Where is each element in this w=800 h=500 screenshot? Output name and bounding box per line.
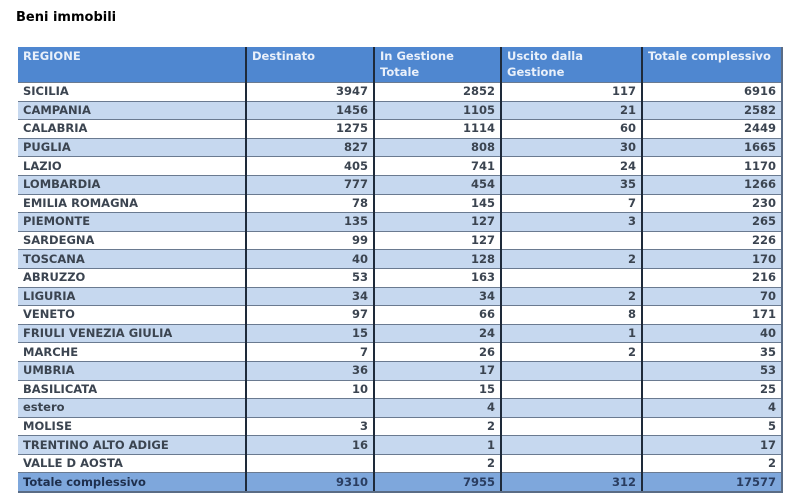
table-row (18, 83, 782, 102)
cell-regione: PIEMONTE (18, 213, 246, 232)
cell-totale: 1170 (642, 157, 782, 176)
cell-regione: CAMPANIA (18, 101, 246, 120)
cell-uscito (501, 231, 642, 250)
cell-totale: 53 (642, 361, 782, 380)
cell-destinato: 3947 (246, 83, 374, 102)
cell-totale: 2449 (642, 120, 782, 139)
cell-in-gestione: 4 (374, 399, 501, 418)
table-header-row (18, 47, 782, 83)
cell-uscito: 1 (501, 324, 642, 343)
cell-regione: LOMBARDIA (18, 175, 246, 194)
cell-uscito: 2 (501, 343, 642, 362)
cell-uscito: 21 (501, 101, 642, 120)
table-row (18, 101, 782, 120)
cell-totale: 2582 (642, 101, 782, 120)
cell-in-gestione: 808 (374, 138, 501, 157)
cell-uscito: 3 (501, 213, 642, 232)
cell-uscito (501, 380, 642, 399)
cell-destinato: 36 (246, 361, 374, 380)
cell-in-gestione: 26 (374, 343, 501, 362)
cell-in-gestione: 34 (374, 287, 501, 306)
cell-uscito (501, 454, 642, 473)
table-row (18, 361, 782, 380)
header-uscito-dalla-gestione: Uscito dalla Gestione (501, 47, 642, 83)
cell-destinato (246, 454, 374, 473)
cell-totale: 1266 (642, 175, 782, 194)
cell-in-gestione: 127 (374, 213, 501, 232)
cell-regione: MOLISE (18, 417, 246, 436)
cell-totale: 216 (642, 268, 782, 287)
table-row (18, 194, 782, 213)
cell-uscito (501, 436, 642, 455)
cell-in-gestione: 15 (374, 380, 501, 399)
cell-totale: 4 (642, 399, 782, 418)
table-row (18, 120, 782, 139)
cell-totale: 1665 (642, 138, 782, 157)
cell-destinato: 40 (246, 250, 374, 269)
cell-regione: PUGLIA (18, 138, 246, 157)
cell-uscito: 2 (501, 250, 642, 269)
cell-destinato: 10 (246, 380, 374, 399)
cell-uscito (501, 361, 642, 380)
cell-destinato: 827 (246, 138, 374, 157)
cell-destinato: 777 (246, 175, 374, 194)
cell-regione: MARCHE (18, 343, 246, 362)
header-regione: REGIONE (18, 47, 246, 83)
cell-in-gestione: 1 (374, 436, 501, 455)
cell-uscito (501, 268, 642, 287)
cell-uscito: 7 (501, 194, 642, 213)
cell-in-gestione: 66 (374, 306, 501, 325)
cell-regione: ABRUZZO (18, 268, 246, 287)
header-in-gestione-totale: In Gestione Totale (374, 47, 501, 83)
cell-regione: SARDEGNA (18, 231, 246, 250)
cell-destinato: 1275 (246, 120, 374, 139)
cell-totale: 40 (642, 324, 782, 343)
total-cell-regione: Totale complessivo (18, 473, 246, 492)
table-row (18, 213, 782, 232)
table-row (18, 417, 782, 436)
total-cell-uscito: 312 (501, 473, 642, 492)
table-row (18, 157, 782, 176)
cell-totale: 5 (642, 417, 782, 436)
cell-destinato (246, 399, 374, 418)
cell-regione: CALABRIA (18, 120, 246, 139)
cell-regione: TOSCANA (18, 250, 246, 269)
cell-destinato: 34 (246, 287, 374, 306)
cell-totale: 171 (642, 306, 782, 325)
cell-in-gestione: 1105 (374, 101, 501, 120)
table-row (18, 138, 782, 157)
header-totale-complessivo: Totale complessivo (642, 47, 782, 83)
cell-destinato: 78 (246, 194, 374, 213)
cell-uscito: 30 (501, 138, 642, 157)
table-row (18, 268, 782, 287)
table-row (18, 343, 782, 362)
cell-regione: BASILICATA (18, 380, 246, 399)
cell-totale: 170 (642, 250, 782, 269)
page-title: Beni immobili (16, 10, 117, 25)
total-row (18, 473, 782, 492)
cell-totale: 25 (642, 380, 782, 399)
cell-in-gestione: 454 (374, 175, 501, 194)
cell-uscito: 117 (501, 83, 642, 102)
cell-uscito: 8 (501, 306, 642, 325)
table-row (18, 231, 782, 250)
cell-destinato: 15 (246, 324, 374, 343)
cell-in-gestione: 128 (374, 250, 501, 269)
beni-immobili-table (18, 47, 783, 493)
cell-uscito (501, 417, 642, 436)
cell-uscito: 2 (501, 287, 642, 306)
table-row (18, 454, 782, 473)
cell-destinato: 1456 (246, 101, 374, 120)
cell-in-gestione: 127 (374, 231, 501, 250)
cell-in-gestione: 2 (374, 417, 501, 436)
table-row (18, 436, 782, 455)
cell-uscito: 35 (501, 175, 642, 194)
cell-totale: 17 (642, 436, 782, 455)
cell-totale: 35 (642, 343, 782, 362)
total-cell-destinato: 9310 (246, 473, 374, 492)
cell-regione: LIGURIA (18, 287, 246, 306)
cell-destinato: 99 (246, 231, 374, 250)
table-row (18, 380, 782, 399)
cell-destinato: 53 (246, 268, 374, 287)
table-row (18, 399, 782, 418)
cell-in-gestione: 24 (374, 324, 501, 343)
cell-regione: VENETO (18, 306, 246, 325)
table-row (18, 324, 782, 343)
cell-regione: EMILIA ROMAGNA (18, 194, 246, 213)
cell-regione: TRENTINO ALTO ADIGE (18, 436, 246, 455)
cell-uscito: 60 (501, 120, 642, 139)
cell-in-gestione: 145 (374, 194, 501, 213)
cell-regione: LAZIO (18, 157, 246, 176)
total-cell-in-gestione: 7955 (374, 473, 501, 492)
table-row (18, 306, 782, 325)
cell-in-gestione: 2 (374, 454, 501, 473)
table-row (18, 175, 782, 194)
cell-regione: SICILIA (18, 83, 246, 102)
cell-totale: 230 (642, 194, 782, 213)
cell-totale: 2 (642, 454, 782, 473)
cell-totale: 226 (642, 231, 782, 250)
cell-in-gestione: 741 (374, 157, 501, 176)
cell-in-gestione: 17 (374, 361, 501, 380)
cell-destinato: 16 (246, 436, 374, 455)
cell-totale: 265 (642, 213, 782, 232)
cell-regione: estero (18, 399, 246, 418)
cell-regione: VALLE D AOSTA (18, 454, 246, 473)
cell-totale: 6916 (642, 83, 782, 102)
cell-regione: UMBRIA (18, 361, 246, 380)
cell-in-gestione: 1114 (374, 120, 501, 139)
cell-destinato: 97 (246, 306, 374, 325)
cell-destinato: 3 (246, 417, 374, 436)
table-body (18, 83, 782, 493)
cell-regione: FRIULI VENEZIA GIULIA (18, 324, 246, 343)
table-row (18, 287, 782, 306)
cell-in-gestione: 163 (374, 268, 501, 287)
cell-destinato: 7 (246, 343, 374, 362)
cell-uscito: 24 (501, 157, 642, 176)
cell-destinato: 405 (246, 157, 374, 176)
header-destinato: Destinato (246, 47, 374, 83)
cell-uscito (501, 399, 642, 418)
total-cell-totale: 17577 (642, 473, 782, 492)
cell-destinato: 135 (246, 213, 374, 232)
table-row (18, 250, 782, 269)
cell-in-gestione: 2852 (374, 83, 501, 102)
cell-totale: 70 (642, 287, 782, 306)
